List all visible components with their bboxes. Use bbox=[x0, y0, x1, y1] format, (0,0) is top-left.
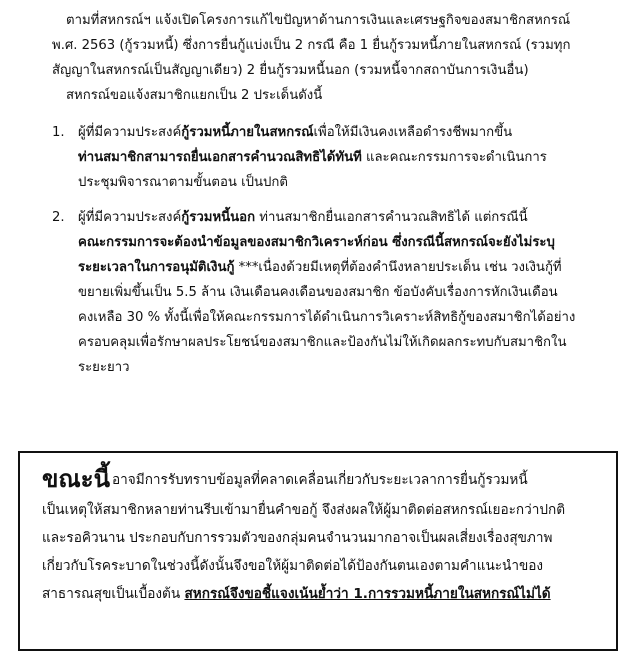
item-emphasis: ระยะเวลาในการอนุมัติเงินกู้ bbox=[78, 260, 235, 275]
intro-line: ตามที่สหกรณ์ฯ แจ้งเปิดโครงการแก้ไขปัญหาด้านการเงินและเศรษฐกิจของสมาชิกสหกรณ์ bbox=[66, 13, 571, 28]
item-line bbox=[78, 205, 632, 230]
item-emphasis: ท่านสมาชิกสามารถยื่นเอกสารคำนวณสิทธิได้ทันที bbox=[78, 150, 362, 165]
item-line: ครอบคลุมเพื่อรักษาผลประโยชน์ของสมาชิกและป้องกันไม่ให้เกิดผลกระทบกับสมาชิกใน bbox=[78, 335, 567, 350]
intro-line: สหกรณ์ขอแจ้งสมาชิกแยกเป็น 2 ประเด็นดังนี้ bbox=[66, 88, 323, 103]
item-line bbox=[78, 120, 632, 145]
item-line: คงเหลือ 30 % ทั้งนี้เพื่อให้คณะกรรมการได้ดำเนินการวิเคราะห์สิทธิกู้ของสมาชิกได้อย่าง bbox=[78, 310, 576, 325]
list-item bbox=[52, 205, 632, 380]
intro-line: สัญญาในสหกรณ์เป็นสัญญาเดียว) 2 ยื่นกู้รวมหนี้นอก (รวมหนี้จากสถาบันการเงินอื่น) bbox=[52, 63, 529, 78]
list-item bbox=[52, 120, 632, 195]
intro-paragraph bbox=[52, 8, 624, 108]
notice-line: และรอคิวนาน ประกอบกับการรวมตัวของกลุ่มคนจำนวนมากอาจเป็นผลเสี่ยงเรื่องสุขภาพ bbox=[42, 530, 553, 546]
issue-list bbox=[52, 120, 632, 380]
item-emphasis: กู้รวมหนี้นอก bbox=[181, 210, 256, 225]
notice-text: อาจมีการรับทราบข้อมูลที่คลาดเคลื่อนเกี่ยวกับระยะเวลาการยื่นกู้รวมหนี้ bbox=[111, 472, 528, 488]
notice-line: เป็นเหตุให้สมาชิกหลายท่านรีบเข้ามายื่นคำขอกู้ จึงส่งผลให้ผู้มาติดต่อสหกรณ์เยอะกว่าปกติ bbox=[42, 502, 566, 518]
item-text: ผู้ที่มีความประสงค์ bbox=[78, 210, 182, 225]
notice-emphasis: สหกรณ์จึงขอชี้แจงเน้นย้ำว่า 1.การรวมหนี้ภายในสหกรณ์ไม่ได้ bbox=[184, 586, 551, 602]
item-line: ประชุมพิจารณาตามขั้นตอน เป็นปกติ bbox=[78, 175, 288, 190]
list-number: 2. bbox=[52, 210, 65, 225]
item-text: และคณะกรรมการจะดำเนินการ bbox=[361, 150, 547, 165]
notice-line: เกี่ยวกับโรคระบาดในช่วงนี้ดังนั้นจึงขอให้ผู้มาติดต่อได้ป้องกันตนเองตามคำแนะนำของ bbox=[42, 558, 544, 574]
notice-line bbox=[42, 462, 616, 496]
intro-line: พ.ศ. 2563 (กู้รวมหนี้) ซึ่งการยื่นกู้แบ่งเป็น 2 กรณี คือ 1 ยื่นกู้รวมหนี้ภายในสหกรณ์ (รวมทุก bbox=[52, 38, 571, 53]
item-emphasis: กู้รวมหนี้ภายในสหกรณ์ bbox=[181, 125, 314, 140]
item-line bbox=[78, 255, 632, 280]
notice-line bbox=[42, 580, 616, 608]
item-line: ระยะยาว bbox=[78, 360, 130, 375]
item-line: คณะกรรมการจะต้องนำข้อมูลของสมาชิกวิเคราะห์ก่อน ซึ่งกรณีนี้สหกรณ์จะยังไม่ระบุ bbox=[78, 235, 555, 250]
item-line bbox=[78, 145, 632, 170]
notice-text: สาธารณสุขเป็นเบื้องต้น bbox=[42, 586, 185, 602]
item-line: ขยายเพิ่มขึ้นเป็น 5.5 ล้าน เงินเดือนคงเดือนของสมาชิก ข้อบังคับเรื่องการหักเงินเดือน bbox=[78, 285, 558, 300]
item-text: ท่านสมาชิกยื่นเอกสารคำนวณสิทธิได้ แต่กรณีนี้ bbox=[255, 210, 528, 225]
item-text: เพื่อให้มีเงินคงเหลือดำรงชีพมากขึ้น bbox=[313, 125, 513, 140]
notice-box bbox=[18, 451, 618, 651]
item-text: ***เนื่องด้วยมีเหตุที่ต้องคำนึงหลายประเด็น เช่น วงเงินกู้ที่ bbox=[234, 260, 562, 275]
item-text: ผู้ที่มีความประสงค์ bbox=[78, 125, 182, 140]
notice-heading: ขณะนี้ bbox=[42, 465, 110, 493]
list-number: 1. bbox=[52, 125, 65, 140]
